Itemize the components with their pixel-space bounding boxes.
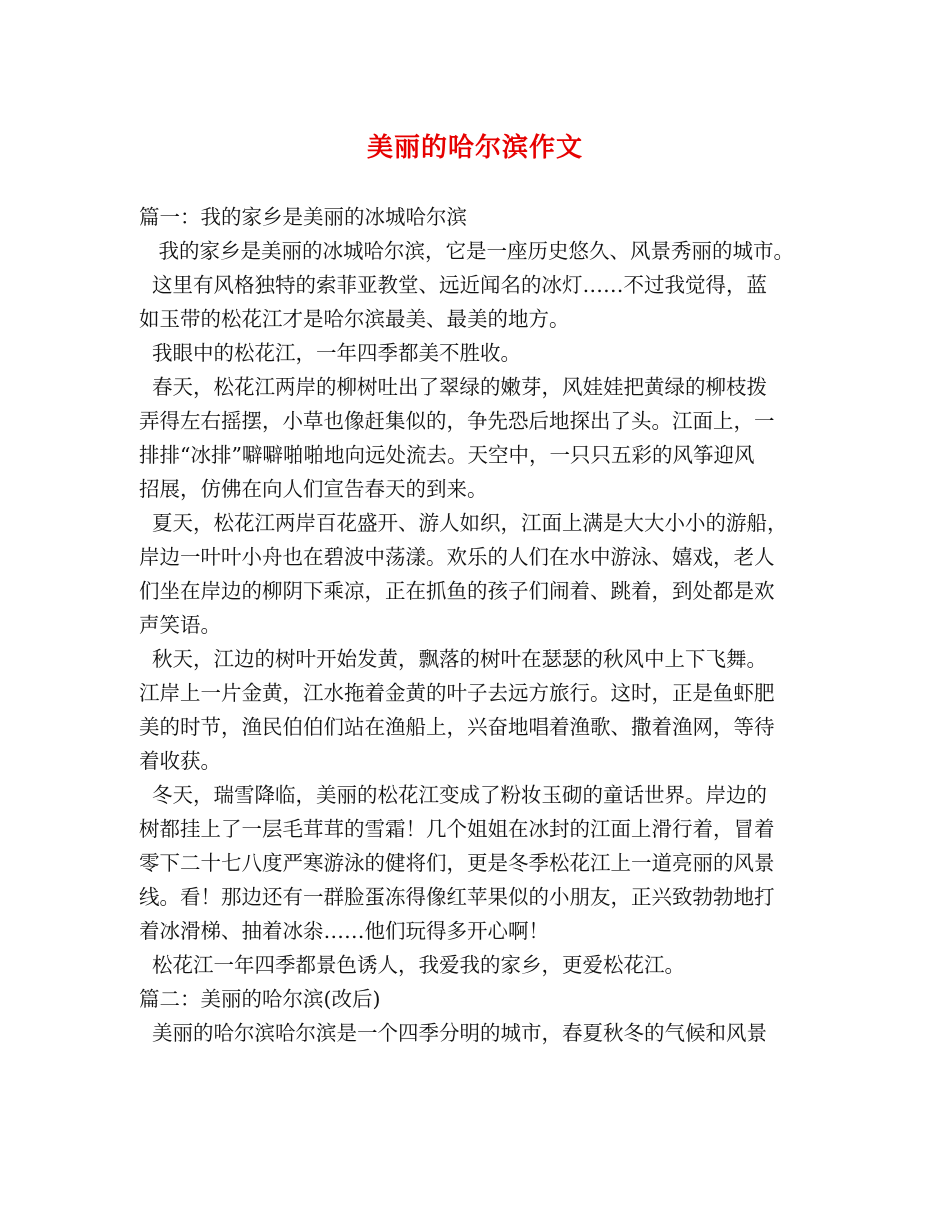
text-line: 我眼中的松花江，一年四季都美不胜收。: [139, 341, 522, 365]
text-line: 排排“冰排”噼噼啪啪地向远处流去。天空中，一只只五彩的风筝迎风: [139, 443, 755, 467]
text-line: 冬天，瑞雪降临，美丽的松花江变成了粉妆玉砌的童话世界。岸边的: [139, 783, 768, 807]
text-line: 如玉带的松花江才是哈尔滨最美、最美的地方。: [139, 307, 570, 331]
text-line: 这里有风格独特的索菲亚教堂、远近闻名的冰灯……不过我觉得，蓝: [139, 273, 768, 297]
text-line: 弄得左右摇摆，小草也像赶集似的，争先恐后地探出了头。江面上，一: [139, 409, 775, 433]
text-line: 美的时节，渔民伯伯们站在渔船上，兴奋地唱着渔歌、撒着渔网，等待: [139, 715, 775, 739]
text-line: 篇二：美丽的哈尔滨(改后): [139, 987, 381, 1011]
text-line: 秋天，江边的树叶开始发黄，飘落的树叶在瑟瑟的秋风中上下飞舞。: [139, 647, 768, 671]
text-line: 声笑语。: [139, 613, 221, 637]
text-line: 松花江一年四季都景色诱人，我爱我的家乡，更爱松花江。: [139, 953, 686, 977]
text-line: 美丽的哈尔滨哈尔滨是一个四季分明的城市，春夏秋冬的气候和风景: [139, 1021, 768, 1045]
text-line: 着冰滑梯、抽着冰尜……他们玩得多开心啊！: [139, 919, 549, 943]
document-title: 美丽的哈尔滨作文: [366, 133, 583, 163]
text-line: 零下二十七八度严寒游泳的健将们，更是冬季松花江上一道亮丽的风景: [139, 851, 775, 875]
text-line: 夏天，松花江两岸百花盛开、游人如织，江面上满是大大小小的游船，: [139, 511, 788, 535]
text-line: 招展，仿佛在向人们宣告春天的到来。: [139, 477, 488, 501]
text-line: 树都挂上了一层毛茸茸的雪霜！几个姐姐在冰封的江面上滑行着，冒着: [139, 817, 775, 841]
text-line: 江岸上一片金黄，江水拖着金黄的叶子去远方旅行。这时，正是鱼虾肥: [139, 681, 775, 705]
document-body: [139, 200, 829, 1050]
text-line: 线。看！那边还有一群脸蛋冻得像红苹果似的小朋友，正兴致勃勃地打: [139, 885, 775, 909]
text-line: 岸边一叶叶小舟也在碧波中荡漾。欢乐的人们在水中游泳、嬉戏，老人: [139, 545, 775, 569]
text-line: 们坐在岸边的柳阴下乘凉，正在抓鱼的孩子们闹着、跳着，到处都是欢: [139, 579, 775, 603]
text-line: 我的家乡是美丽的冰城哈尔滨，它是一座历史悠久、风景秀丽的城市。: [139, 239, 795, 263]
text-line: 春天，松花江两岸的柳树吐出了翠绿的嫩芽，风娃娃把黄绿的柳枝拨: [139, 375, 768, 399]
text-line: 篇一：我的家乡是美丽的冰城哈尔滨: [139, 205, 467, 229]
text-line: 着收获。: [139, 749, 221, 773]
